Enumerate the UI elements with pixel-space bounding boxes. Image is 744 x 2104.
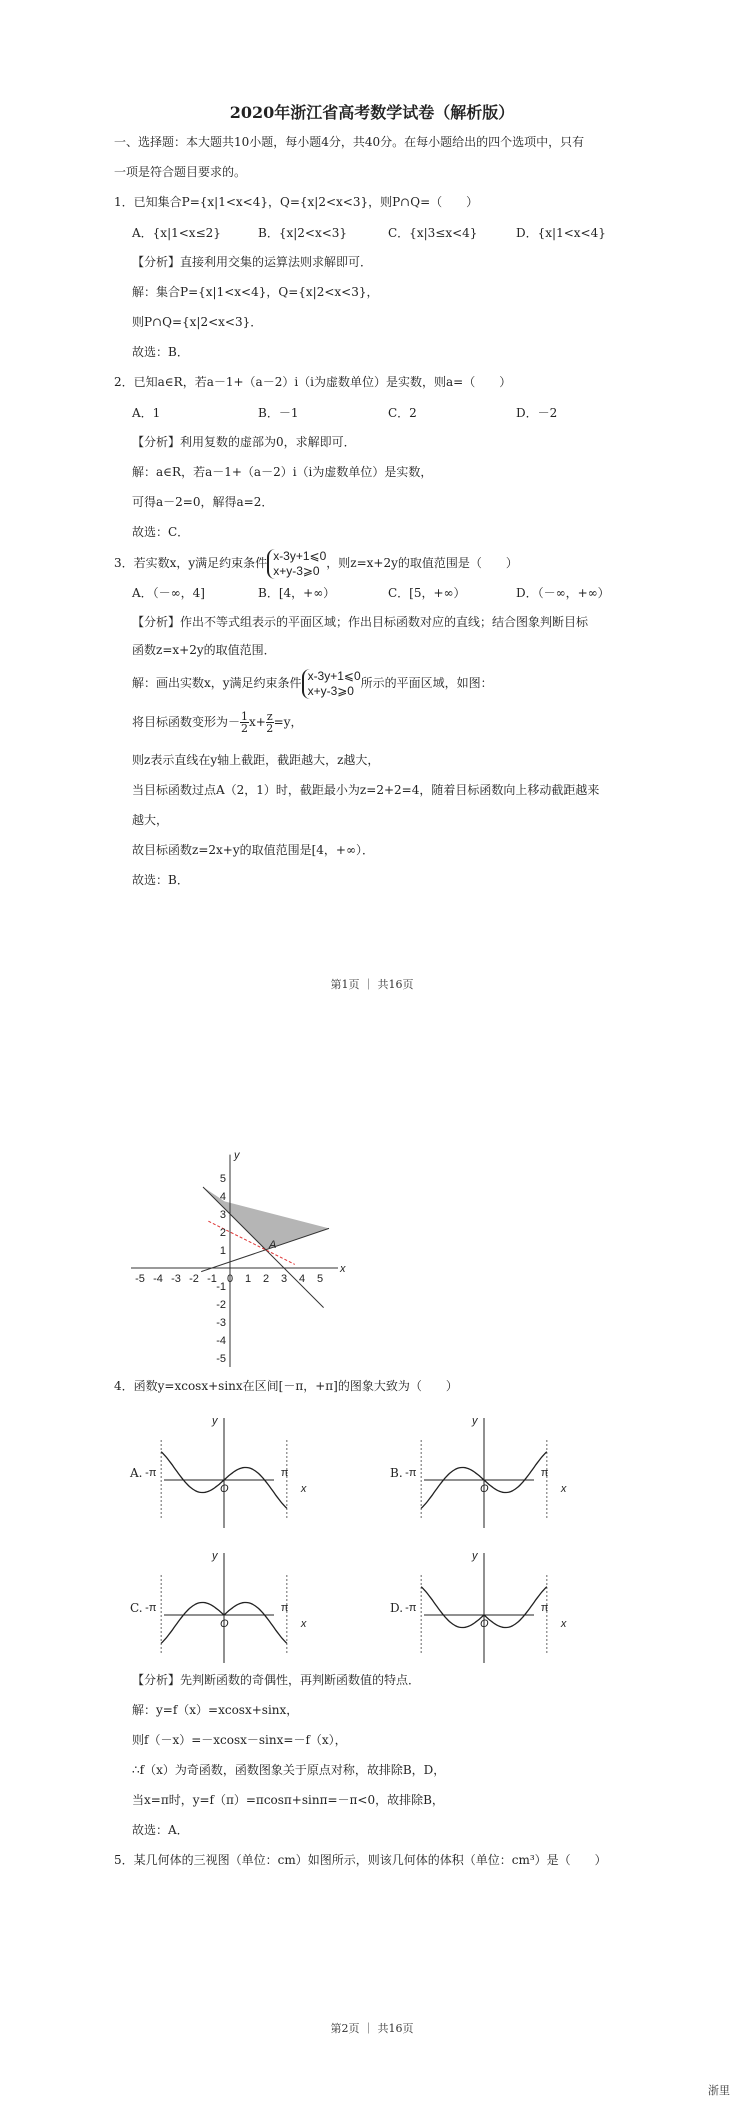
q4-graph-c [145, 1545, 307, 1665]
q3-transform-pre: 将目标函数变形为－ [132, 715, 241, 729]
x-tick-label: 1 [244, 1273, 252, 1285]
page-title: 2020年浙江省高考数学试卷（解析版） [229, 103, 515, 122]
page-footer-1: 第1页 ｜ 共16页 [330, 978, 414, 991]
q4-solution-3: ∴f（x）为奇函数，函数图象关于原点对称，故排除B，D， [132, 1763, 446, 1777]
q4-solution-2: 则f（－x）=－xcosx－sinx=－f（x）， [132, 1733, 347, 1747]
x-tick-label: 3 [280, 1273, 288, 1285]
origin-label: O [220, 1483, 229, 1495]
q4-graph-d [405, 1545, 567, 1665]
q3-option-b: B．[4，+∞） [258, 586, 336, 600]
point-a-label: A [269, 1239, 277, 1251]
neg-pi-label: -π [145, 1467, 157, 1479]
q3-constraint-2: x+y-3⩾0 [273, 563, 320, 578]
q4-analysis: 【分析】先判断函数的奇偶性，再判断函数值的特点． [132, 1673, 421, 1687]
q3-analysis-1: 【分析】作出不等式组表示的平面区域；作出目标函数对应的直线；结合图象判断目标 [132, 615, 589, 629]
y-tick-label: -2 [216, 1299, 226, 1311]
q3-analysis-2: 函数z=x+2y的取值范围． [132, 643, 276, 657]
x-tick-label: -2 [189, 1273, 199, 1285]
y-axis-label: y [212, 1550, 218, 1562]
q2-option-b: B．－1 [258, 406, 299, 420]
y-tick-label: 3 [219, 1209, 226, 1221]
q3-transform-mid: x+ [249, 715, 266, 729]
q3-solution-6: 故目标函数z=2x+y的取值范围是[4，+∞）． [132, 843, 374, 857]
q3-solution-4: 当目标函数过点A（2，1）时，截距最小为z=2+2=4，随着目标函数向上移动截距越来 [132, 783, 600, 797]
q1-solution-2: 则P∩Q={x|2<x<3}． [132, 315, 263, 329]
x-tick-label: 0 [226, 1273, 234, 1285]
q4-graph-b [405, 1410, 567, 1530]
q4-option-label: A. [130, 1466, 143, 1480]
y-tick-label: -4 [216, 1335, 226, 1347]
section-intro-line1: 一、选择题：本大题共10小题，每小题4分，共40分。在每小题给出的四个选项中，只有 [114, 135, 585, 149]
q2-solution-1: 解：a∈R，若a－1+（a－2）i（i为虚数单位）是实数， [132, 465, 433, 479]
pi-label: π [540, 1467, 549, 1479]
q3-stem [114, 548, 518, 579]
q1-analysis: 【分析】直接利用交集的运算法则求解即可． [132, 255, 373, 269]
q3-answer: 故选：B． [132, 873, 189, 887]
y-tick-label: 5 [219, 1173, 226, 1185]
q2-option-c: C．2 [388, 406, 417, 420]
q3-fraction-1 [240, 711, 249, 734]
y-axis-label: y [472, 1550, 478, 1562]
q3-option-c: C．[5，+∞） [388, 586, 466, 600]
q3-fraction-2 [266, 711, 274, 734]
q3-constraint-system [267, 549, 326, 579]
q3-transform-post: =y， [273, 715, 303, 729]
q1-solution-1: 解：集合P={x|1<x<4}，Q={x|2<x<3}， [132, 285, 379, 299]
q4-solution-4: 当x=π时，y=f（π）=πcosπ+sinπ=－π<0，故排除B， [132, 1793, 444, 1807]
q3-solution-constraint-2: x+y-3⩾0 [307, 683, 354, 698]
q3-solution-constraint-1: x-3y+1⩽0 [307, 668, 361, 683]
y-tick-label: -3 [216, 1317, 226, 1329]
q4-solution-1: 解：y=f（x）=xcosx+sinx， [132, 1703, 299, 1717]
neg-pi-label: -π [145, 1602, 157, 1614]
origin-label: O [480, 1483, 489, 1495]
q2-stem: 2．已知a∈R，若a－1+（a－2）i（i为虚数单位）是实数，则a=（ ） [114, 375, 512, 389]
q3-constraint-1: x-3y+1⩽0 [273, 548, 327, 563]
y-tick-label: 1 [219, 1245, 226, 1257]
q4-answer: 故选：A． [132, 1823, 189, 1837]
q2-answer: 故选：C． [132, 525, 190, 539]
q3-transform [132, 708, 302, 736]
q1-option-c: C．{x|3≤x<4} [388, 226, 478, 240]
x-tick-label: -1 [207, 1273, 217, 1285]
page-footer-2: 第2页 ｜ 共16页 [330, 2022, 414, 2035]
x-tick-label: 4 [298, 1273, 306, 1285]
x-tick-label: 5 [316, 1273, 324, 1285]
y-axis-label: y [212, 1415, 218, 1427]
q1-stem: 1．已知集合P={x|1<x<4}，Q={x|2<x<3}，则P∩Q=（ ） [114, 195, 479, 209]
x-tick-label: -5 [135, 1273, 145, 1285]
q2-option-d: D．－2 [516, 406, 558, 420]
q1-answer: 故选：B． [132, 345, 189, 359]
q3-fraction-1-den: 2 [241, 722, 249, 735]
q3-fraction-2-num: z [266, 710, 273, 723]
corner-watermark: 浙里 [708, 2085, 730, 2097]
y-tick-label: -5 [216, 1353, 226, 1365]
q3-fraction-1-num: 1 [241, 710, 249, 723]
q1-option-a: A．{x|1<x≤2} [132, 226, 221, 240]
q3-solution-pre: 解：画出实数x，y满足约束条件 [132, 676, 302, 690]
origin-label: O [220, 1618, 229, 1630]
q2-solution-2: 可得a－2=0，解得a=2． [132, 495, 274, 509]
pi-label: π [540, 1602, 549, 1614]
q1-option-d: D．{x|1<x<4} [516, 226, 606, 240]
q3-solution-1 [132, 668, 493, 699]
q4-option-label: C. [130, 1601, 143, 1615]
x-tick-label: -3 [171, 1273, 181, 1285]
y-tick-label: 4 [219, 1191, 226, 1203]
q2-analysis: 【分析】利用复数的虚部为0，求解即可． [132, 435, 356, 449]
q3-fraction-2-den: 2 [266, 722, 274, 735]
q3-stem-pre: 3．若实数x，y满足约束条件 [114, 556, 268, 570]
q4-graph-a [145, 1410, 307, 1530]
x-axis-label: x [300, 1618, 307, 1630]
x-tick-label: -4 [153, 1273, 163, 1285]
q4-option-label: D. [390, 1601, 404, 1615]
x-tick-label: 2 [262, 1273, 270, 1285]
q3-solution-post: 所示的平面区域，如图： [360, 676, 493, 690]
pi-label: π [280, 1467, 289, 1479]
section-intro-line2: 一项是符合题目要求的。 [114, 165, 247, 179]
y-axis-label: y [472, 1415, 478, 1427]
x-axis-label: x [560, 1618, 567, 1630]
q3-solution-5: 越大， [132, 813, 169, 827]
y-tick-label: 2 [219, 1227, 226, 1239]
y-tick-label: -1 [216, 1281, 226, 1293]
q5-stem: 5．某几何体的三视图（单位：cm）如图所示，则该几何体的体积（单位：cm³）是（ ） [114, 1853, 607, 1867]
q1-option-b: B．{x|2<x<3} [258, 226, 348, 240]
q3-option-a: A．（－∞，4] [132, 586, 205, 600]
y-axis-label: y [234, 1149, 240, 1162]
x-axis-label: x [300, 1483, 307, 1495]
neg-pi-label: -π [405, 1467, 417, 1479]
q4-option-label: B. [390, 1466, 403, 1480]
pi-label: π [280, 1602, 289, 1614]
q4-stem: 4．函数y=xcosx+sinx在区间[－π，+π]的图象大致为（ ） [114, 1379, 458, 1393]
x-axis-label: x [340, 1263, 346, 1275]
q3-solution-3: 则z表示直线在y轴上截距，截距越大，z越大， [132, 753, 380, 767]
origin-label: O [480, 1618, 489, 1630]
x-axis-label: x [560, 1483, 567, 1495]
q3-option-d: D．（－∞，+∞） [516, 586, 610, 600]
feasible-region-graph [130, 1140, 360, 1365]
q3-stem-post: ，则z=x+2y的取值范围是（ ） [326, 556, 518, 570]
q2-option-a: A．1 [132, 406, 161, 420]
neg-pi-label: -π [405, 1602, 417, 1614]
q3-solution-constraint-system [302, 669, 361, 699]
